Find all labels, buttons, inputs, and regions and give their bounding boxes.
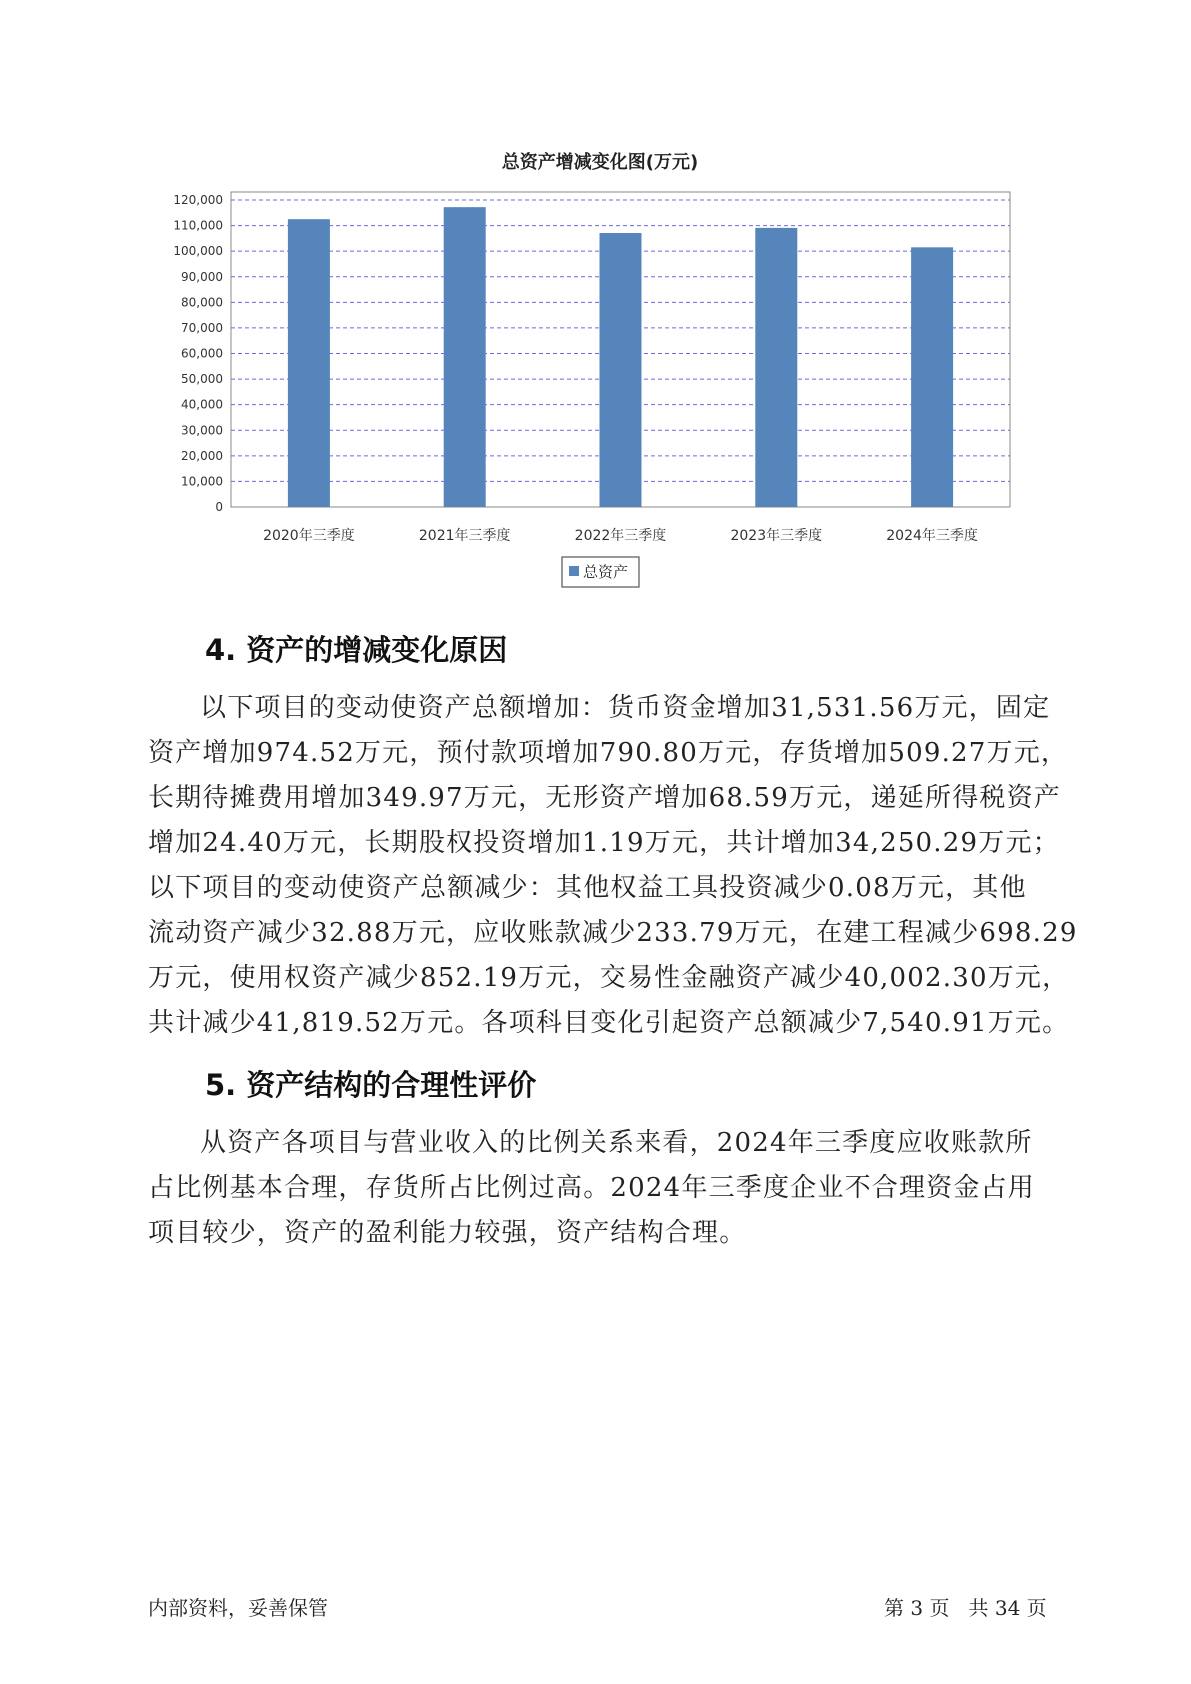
section-5-heading: 5. 资产结构的合理性评价 bbox=[205, 1068, 537, 1102]
paragraph-line: 流动资产减少32.88万元，应收账款减少233.79万元，在建工程减少698.29 bbox=[148, 918, 1078, 948]
section-4-paragraph bbox=[148, 686, 1078, 1046]
paragraph-line: 项目较少，资产的盈利能力较强，资产结构合理。 bbox=[148, 1218, 747, 1248]
x-tick-label: 2023年三季度 bbox=[730, 528, 823, 544]
legend-label: 总资产 bbox=[583, 563, 629, 581]
y-tick-label: 50,000 bbox=[181, 372, 223, 387]
total-assets-chart bbox=[0, 0, 1191, 600]
y-axis-ticks bbox=[173, 193, 223, 514]
chart-title: 总资产增减变化图(万元) bbox=[501, 152, 699, 173]
y-tick-label: 30,000 bbox=[181, 423, 223, 438]
legend-swatch bbox=[569, 566, 579, 576]
paragraph-line: 资产增加974.52万元，预付款项增加790.80万元，存货增加509.27万元， bbox=[148, 738, 1069, 768]
x-axis-labels bbox=[263, 527, 978, 544]
y-tick-label: 60,000 bbox=[181, 346, 223, 361]
paragraph-line: 以下项目的变动使资产总额减少：其他权益工具投资减少0.08万元，其他 bbox=[148, 873, 1027, 903]
y-tick-label: 100,000 bbox=[173, 244, 223, 259]
section-4-heading: 4. 资产的增减变化原因 bbox=[205, 633, 508, 667]
paragraph-line: 万元，使用权资产减少852.19万元，交易性金融资产减少40,002.30万元， bbox=[148, 963, 1070, 993]
y-tick-label: 20,000 bbox=[181, 448, 223, 463]
bar bbox=[600, 233, 642, 507]
footer-page-number: 第 3 页 共 34 页 bbox=[884, 1596, 1047, 1620]
y-tick-label: 90,000 bbox=[181, 269, 223, 284]
y-tick-label: 10,000 bbox=[181, 474, 223, 489]
footer-confidential-note: 内部资料，妥善保管 bbox=[148, 1596, 328, 1620]
paragraph-line: 增加24.40万元，长期股权投资增加1.19万元，共计增加34,250.29万元； bbox=[148, 828, 1060, 858]
y-tick-label: 40,000 bbox=[181, 397, 223, 412]
paragraph-line: 占比例基本合理，存货所占比例过高。2024年三季度企业不合理资金占用 bbox=[148, 1173, 1035, 1203]
section-5-paragraph bbox=[148, 1121, 1064, 1256]
x-tick-label: 2022年三季度 bbox=[574, 528, 667, 544]
x-tick-label: 2024年三季度 bbox=[886, 528, 978, 544]
paragraph-line: 长期待摊费用增加349.97万元，无形资产增加68.59万元，递延所得税资产 bbox=[148, 783, 1062, 813]
bar bbox=[288, 219, 330, 507]
x-tick-label: 2021年三季度 bbox=[418, 528, 511, 544]
x-tick-label: 2020年三季度 bbox=[263, 528, 355, 544]
bar bbox=[444, 207, 486, 507]
legend bbox=[562, 557, 639, 587]
bar bbox=[911, 247, 953, 507]
y-tick-label: 80,000 bbox=[181, 295, 223, 310]
y-tick-label: 0 bbox=[215, 500, 223, 514]
y-tick-label: 70,000 bbox=[181, 320, 223, 335]
y-tick-label: 120,000 bbox=[173, 193, 223, 207]
y-tick-label: 110,000 bbox=[173, 218, 223, 233]
paragraph-line: 共计减少41,819.52万元。各项科目变化引起资产总额减少7,540.91万元。 bbox=[148, 1008, 1070, 1038]
paragraph-line: 以下项目的变动使资产总额增加：货币资金增加31,531.56万元，固定 bbox=[200, 693, 1051, 723]
paragraph-line: 从资产各项目与营业收入的比例关系来看，2024年三季度应收账款所 bbox=[200, 1128, 1033, 1158]
bar bbox=[755, 228, 797, 507]
